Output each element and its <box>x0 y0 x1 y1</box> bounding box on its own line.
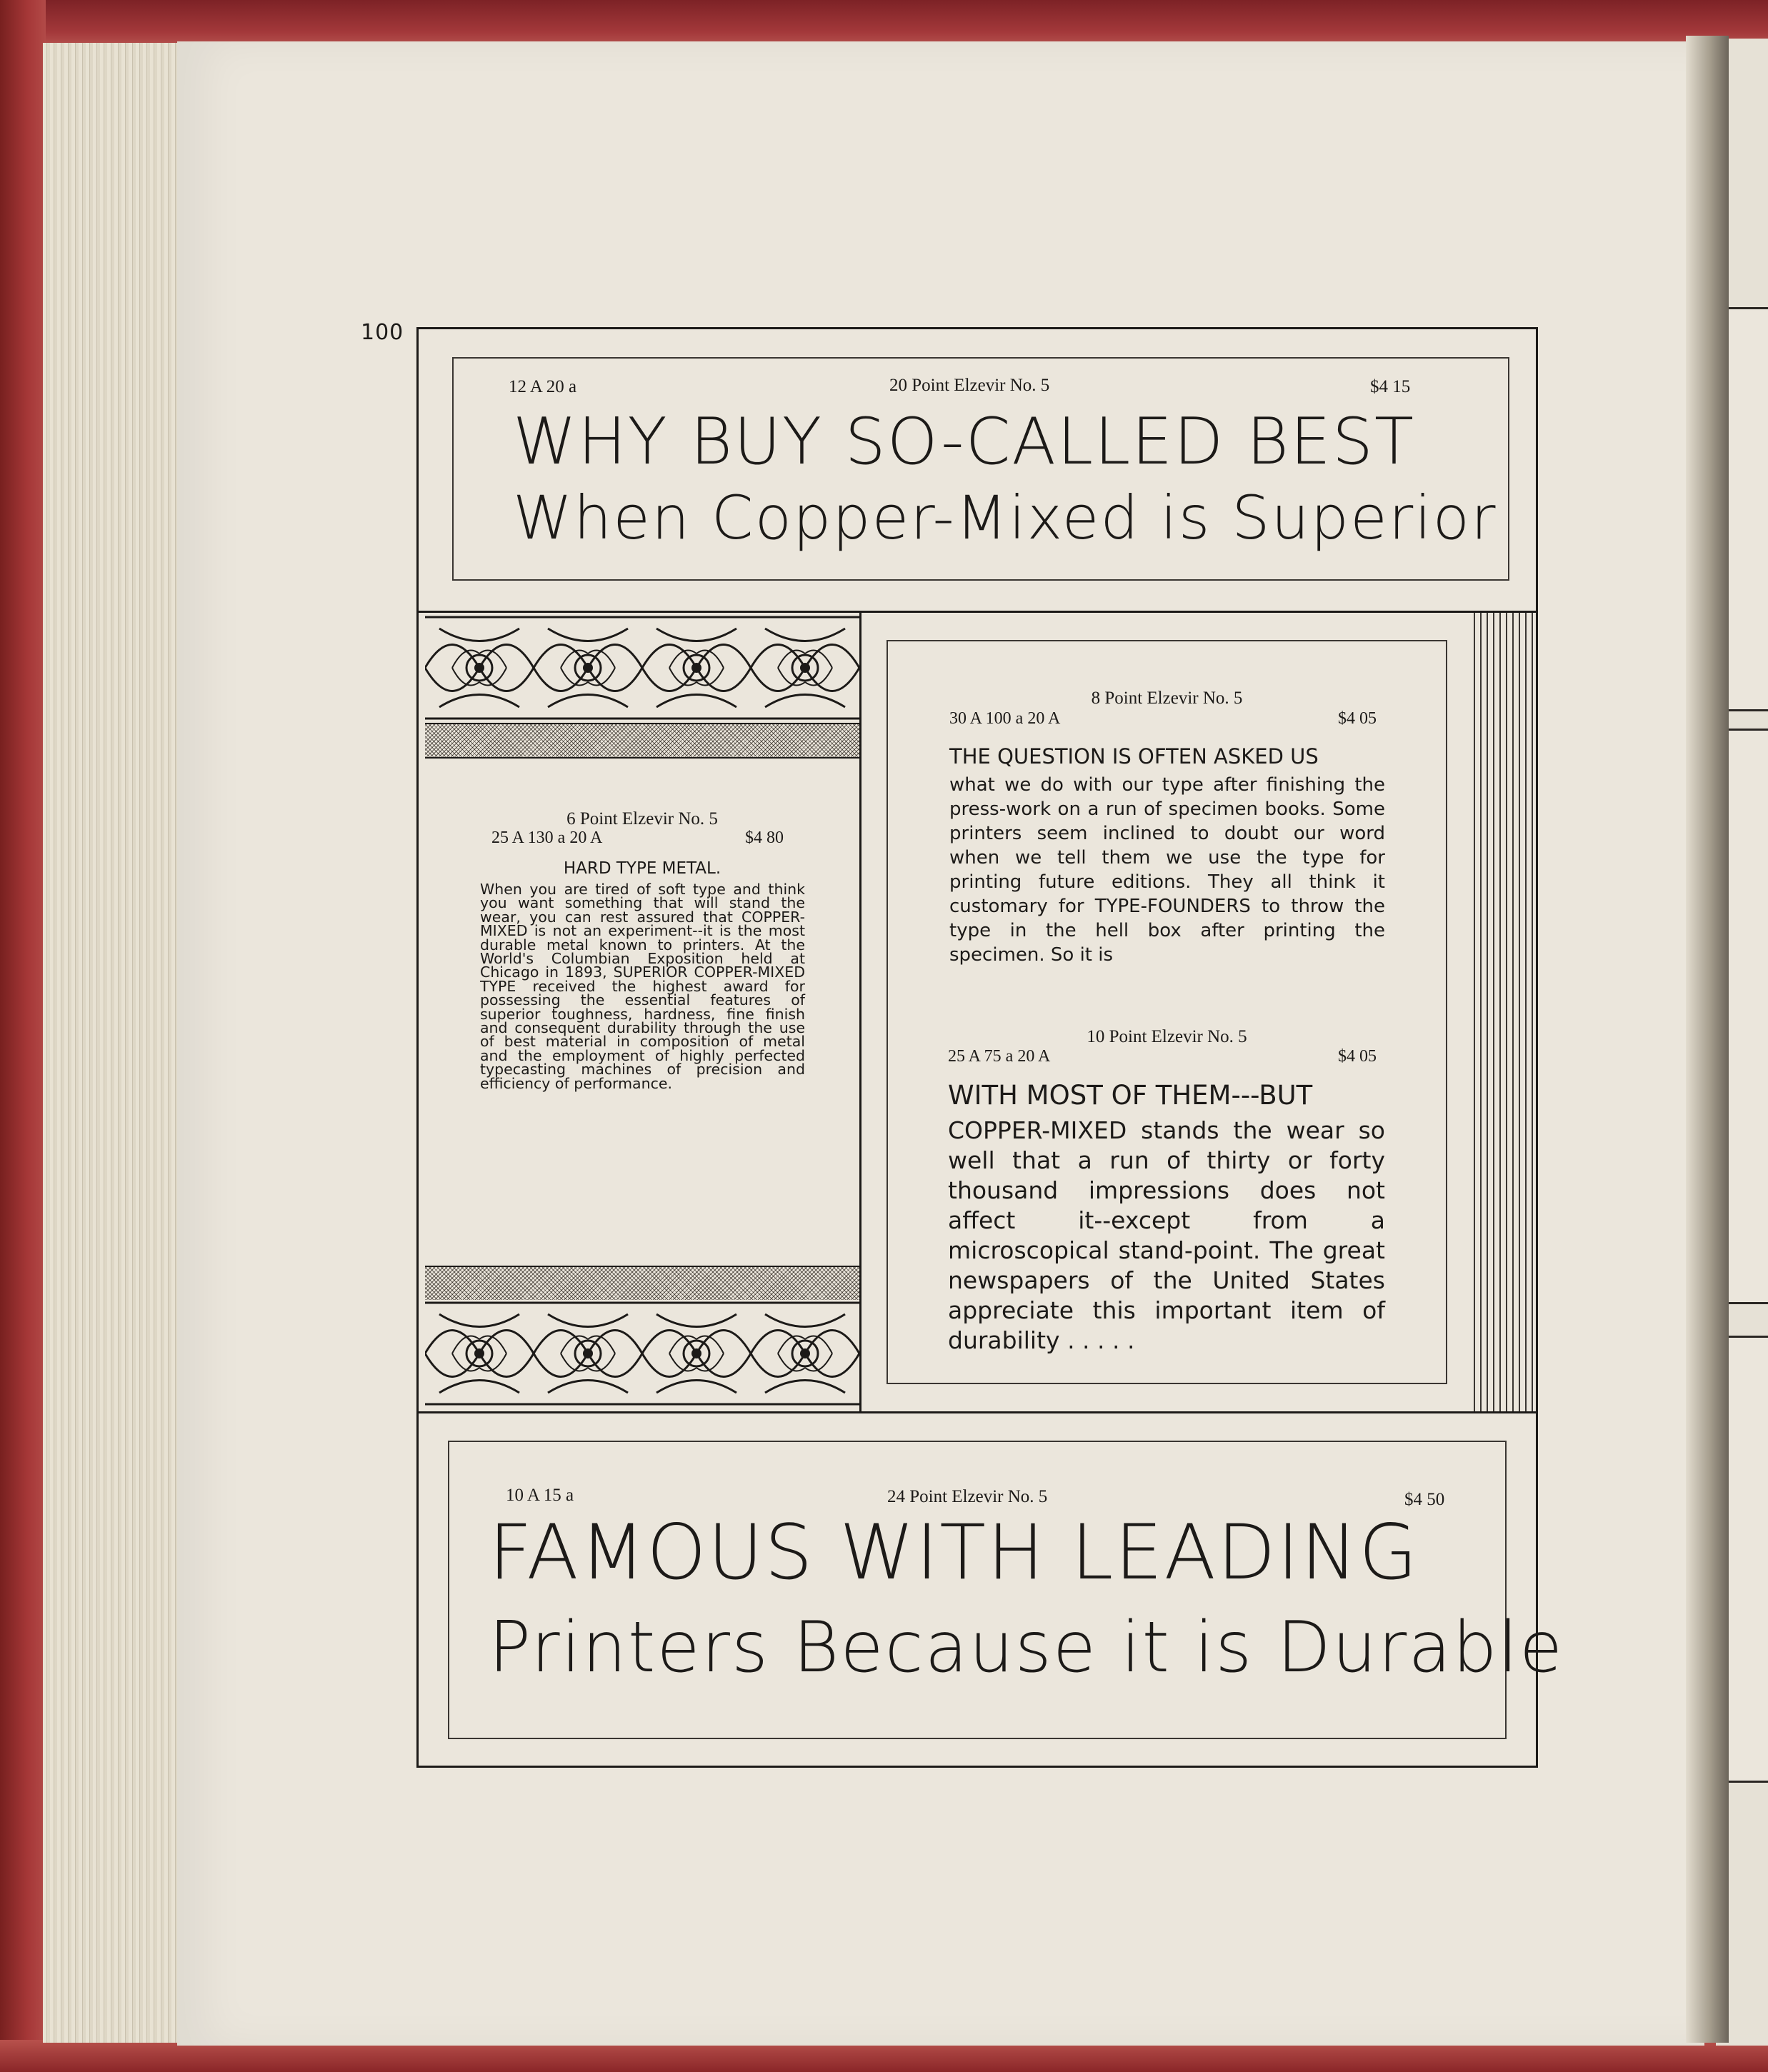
vertical-rule-band <box>1474 613 1534 1411</box>
page-number: 100 <box>361 320 404 345</box>
page-edges <box>43 43 180 2043</box>
left-spec-price: $4 80 <box>745 829 784 847</box>
right-block1-spec-price: $4 05 <box>1338 709 1377 728</box>
bottom-spec-title: 24 Point Elzevir No. 5 <box>887 1487 1048 1506</box>
right-block2-spec-quantity: 25 A 75 a 20 A <box>948 1047 1051 1066</box>
left-spec-quantity: 25 A 130 a 20 A <box>491 829 603 847</box>
bottom-spec-price: $4 50 <box>1404 1490 1445 1509</box>
top-spec-quantity: 12 A 20 a <box>509 377 577 396</box>
top-panel-divider <box>416 611 1538 613</box>
top-spec-title: 20 Point Elzevir No. 5 <box>889 376 1050 395</box>
book-cloth-top <box>0 0 1768 46</box>
right-block1-spec-quantity: 30 A 100 a 20 A <box>949 709 1061 728</box>
right-block1-heading: THE QUESTION IS OFTEN ASKED US <box>949 744 1319 769</box>
bottom-spec-quantity: 10 A 15 a <box>506 1486 574 1505</box>
left-heading: HARD TYPE METAL. <box>563 859 721 878</box>
bottom-display-line-1: FAMOUS WITH LEADING <box>489 1508 1419 1596</box>
right-block1-body: what we do with our type after finishing the press-work on a run of specimen books. Some printers seem inclined to doubt our word when we tell them we use the type for printing future editions. They all think it customary for TYPE-FOUNDERS to throw the type in the hell box after printing the specimen. So it is <box>949 774 1385 966</box>
book-gutter <box>1686 36 1729 2043</box>
middle-column-divider <box>859 611 861 1412</box>
top-display-line-1: WHY BUY SO-CALLED BEST <box>513 404 1415 479</box>
top-spec-price: $4 15 <box>1370 377 1411 396</box>
right-block2-body: COPPER-MIXED stands the wear so well that a run of thirty or forty thousand impressions does not affect it--except from a microscopical stand-point. The great newspapers of the United States appreciate this important item of durability . . . . . <box>948 1116 1385 1354</box>
left-body-text: When you are tired of soft type and think you want something that will stand the wear, you can rest assured that COPPER-MIXED is not an experiment--it is the most durable metal known to printers. At the World's Columbian Exposition held at Chicago in 1893, SUPERIOR COPPER-MIXED TYPE received the highest award for possessing the essential features of superior toughness, hardness, fine finish and consequent durability through the use of best material in composition of metal and the employment of highly perfected typecasting machines of precision and efficiency of performance. <box>480 881 805 1092</box>
left-spec-title: 6 Point Elzevir No. 5 <box>566 809 718 829</box>
ornament-border-top <box>425 614 859 721</box>
bottom-display-line-2: Printers Because it is Durable <box>489 1607 1564 1688</box>
bottom-panel-divider <box>416 1411 1538 1413</box>
right-block1-spec-title: 8 Point Elzevir No. 5 <box>1091 689 1243 708</box>
book-cloth-left <box>0 0 46 2072</box>
right-block2-spec-price: $4 05 <box>1338 1047 1377 1066</box>
right-block2-spec-title: 10 Point Elzevir No. 5 <box>1087 1027 1247 1046</box>
hatch-band-top <box>425 723 859 759</box>
right-block2-heading: WITH MOST OF THEM---BUT <box>948 1080 1313 1111</box>
top-display-line-2: When Copper-Mixed is Superior <box>513 483 1497 553</box>
ornament-border-bottom <box>425 1300 859 1408</box>
hatch-band-bottom <box>425 1266 859 1301</box>
